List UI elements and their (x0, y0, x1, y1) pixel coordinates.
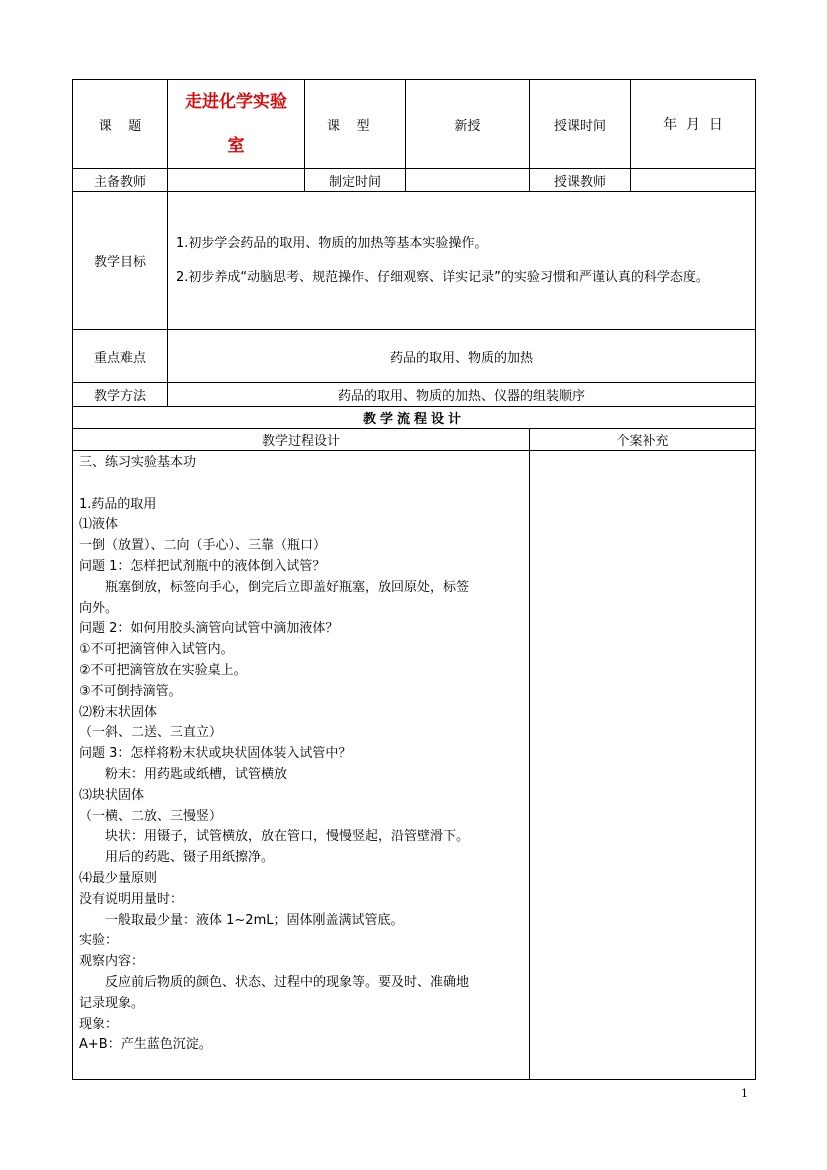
methods-row (73, 383, 756, 407)
goals-row (73, 192, 756, 330)
methods-value: 药品的取用、物质的加热、仪器的组装顺序 (168, 383, 756, 407)
process-line (79, 474, 523, 495)
flow-header-row (73, 429, 756, 451)
process-line: 没有说明用量时： (79, 891, 184, 907)
key-points-value: 药品的取用、物质的加热 (168, 330, 756, 383)
goal-item-2: 2.初步养成“动脑思考、规范操作、仔细观察、详实记录”的实验习惯和严谨认真的科学态度。 (176, 269, 709, 285)
time-value: 年 月 日 (631, 80, 756, 169)
supplement-column-header: 个案补充 (530, 429, 756, 451)
process-line: 一般取最少量：液体 1~2mL；固体刚盖满试管底。 (105, 912, 404, 928)
process-line: 观察内容： (79, 954, 145, 970)
process-line: ①不可把滴管伸入试管内。 (79, 642, 234, 658)
key-points-row (73, 330, 756, 383)
topic-label: 课 题 (73, 80, 168, 169)
page-number: 1 (741, 1087, 748, 1100)
process-line: ⑶块状固体 (79, 787, 145, 803)
process-line: 问题 2：如何用胶头滴管向试管中滴加液体？ (79, 621, 339, 637)
teacher-value (631, 169, 756, 192)
prep-teacher-label: 主备教师 (73, 169, 168, 192)
flow-body-row (73, 451, 756, 1080)
process-line: 反应前后物质的颜色、状态、过程中的现象等。要及时、准确地 (105, 974, 470, 990)
key-points-label: 重点难点 (73, 330, 168, 383)
made-time-label: 制定时间 (305, 169, 406, 192)
process-line: （一横、二放、三慢竖） (79, 808, 223, 824)
process-line: ③不可倒持滴管。 (79, 683, 182, 699)
teacher-label: 授课教师 (530, 169, 631, 192)
goal-item-1: 1.初步学会药品的取用、物质的加热等基本实验操作。 (176, 235, 488, 251)
teacher-row (73, 169, 756, 192)
type-value: 新授 (406, 80, 530, 169)
type-label: 课 型 (305, 80, 406, 169)
lesson-plan-table (72, 79, 756, 1080)
prep-teacher-value (168, 169, 305, 192)
flow-title: 教学流程设计 (73, 407, 756, 429)
topic-value-line2: 室 (227, 136, 245, 156)
methods-label: 教学方法 (73, 383, 168, 407)
process-line: 用后的药匙、镊子用纸擦净。 (105, 850, 275, 866)
process-line: A+B：产生蓝色沉淀。 (79, 1037, 212, 1053)
made-time-value (406, 169, 530, 192)
process-line: 向外。 (79, 600, 119, 616)
process-line: 问题 1：怎样把试剂瓶中的液体倒入试管？ (79, 558, 326, 574)
process-line: 问题 3：怎样将粉末状或块状固体装入试管中？ (79, 746, 352, 762)
process-line: ⑴液体 (79, 517, 119, 533)
process-line: 1.药品的取用 (79, 496, 157, 512)
process-line: 一倒（放置）、二向（手心）、三靠（瓶口） (79, 538, 327, 554)
flow-title-row (73, 407, 756, 429)
process-line: 现象： (79, 1016, 119, 1032)
process-line: 块状：用镊子，试管横放，放在管口，慢慢竖起，沿管壁滑下。 (105, 829, 470, 845)
topic-value-line1: 走进化学实验 (185, 92, 287, 112)
process-line: 实验： (79, 933, 119, 949)
process-line: 记录现象。 (79, 995, 145, 1011)
process-line: 粉末：用药匙或纸槽，试管横放 (105, 766, 288, 782)
goals-content (168, 192, 756, 330)
goals-label: 教学目标 (73, 192, 168, 330)
header-row (73, 80, 756, 169)
process-line: ⑵粉末状固体 (79, 704, 158, 720)
topic-value (168, 80, 305, 169)
supplement-content (530, 451, 756, 1080)
process-column-header: 教学过程设计 (73, 429, 530, 451)
process-line: 三、练习实验基本功 (79, 455, 197, 470)
process-line: （一斜、二送、三直立） (79, 725, 223, 741)
process-line: ⑷最少量原则 (79, 870, 158, 886)
process-line: ②不可把滴管放在实验桌上。 (79, 662, 247, 678)
process-line: 瓶塞倒放，标签向手心，倒完后立即盖好瓶塞，放回原处，标签 (105, 579, 470, 595)
time-label: 授课时间 (530, 80, 631, 169)
process-content (73, 451, 530, 1080)
